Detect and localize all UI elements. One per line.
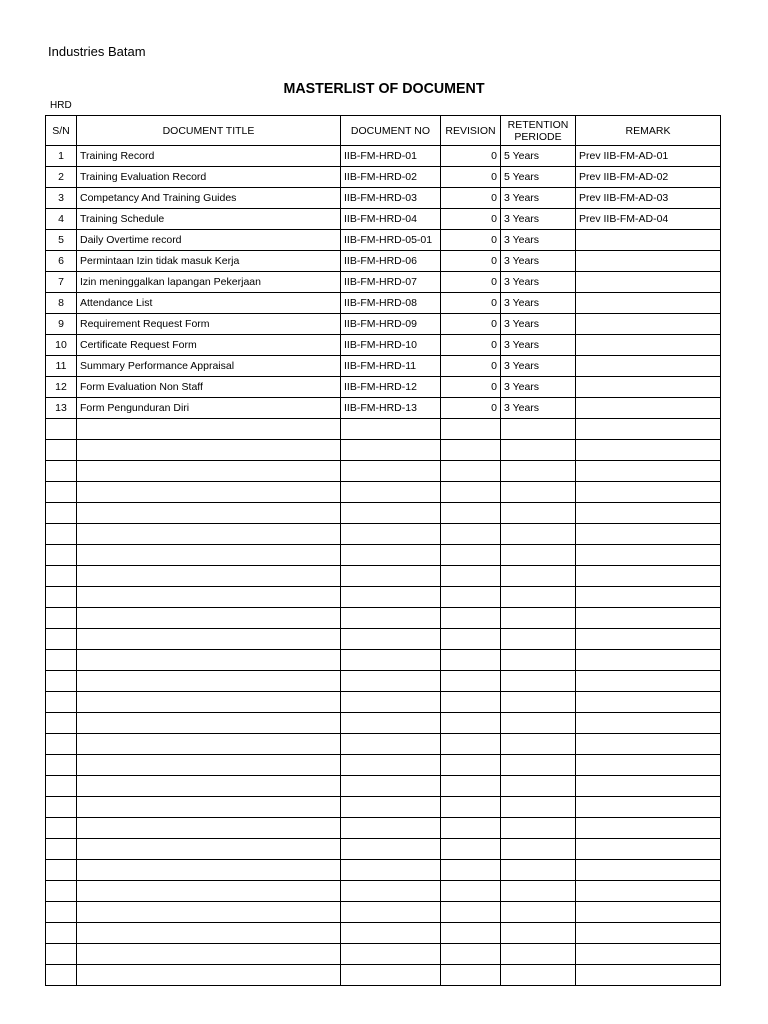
table-row (46, 860, 721, 881)
cell-remark (576, 881, 721, 902)
table-row (46, 839, 721, 860)
cell-document-no (341, 650, 441, 671)
cell-retention-periode (501, 587, 576, 608)
cell-retention-periode: 5 Years (501, 146, 576, 167)
cell-sn: 2 (46, 167, 77, 188)
cell-sn (46, 503, 77, 524)
cell-remark (576, 293, 721, 314)
cell-document-title (77, 755, 341, 776)
cell-revision: 0 (441, 167, 501, 188)
table-body (46, 146, 721, 986)
header-retention-line1: RETENTION (507, 118, 569, 131)
header-sn: S/N (46, 116, 77, 146)
cell-remark (576, 356, 721, 377)
cell-retention-periode (501, 755, 576, 776)
cell-remark (576, 251, 721, 272)
cell-document-title (77, 797, 341, 818)
cell-document-title: Summary Performance Appraisal (77, 356, 341, 377)
cell-sn (46, 524, 77, 545)
cell-document-title: Form Pengunduran Diri (77, 398, 341, 419)
cell-sn (46, 482, 77, 503)
cell-document-title: Competancy And Training Guides (77, 188, 341, 209)
cell-remark (576, 524, 721, 545)
table-row (46, 587, 721, 608)
cell-sn (46, 608, 77, 629)
table-row (46, 692, 721, 713)
cell-document-title (77, 545, 341, 566)
table-row (46, 608, 721, 629)
cell-retention-periode: 3 Years (501, 314, 576, 335)
cell-retention-periode (501, 608, 576, 629)
cell-document-no: IIB-FM-HRD-09 (341, 314, 441, 335)
cell-retention-periode (501, 671, 576, 692)
cell-document-title (77, 482, 341, 503)
cell-sn (46, 545, 77, 566)
cell-document-title (77, 881, 341, 902)
cell-remark (576, 629, 721, 650)
cell-revision (441, 587, 501, 608)
cell-sn: 9 (46, 314, 77, 335)
cell-revision: 0 (441, 188, 501, 209)
cell-document-no: IIB-FM-HRD-02 (341, 167, 441, 188)
cell-remark (576, 608, 721, 629)
cell-sn (46, 461, 77, 482)
cell-retention-periode (501, 692, 576, 713)
cell-document-no (341, 419, 441, 440)
cell-revision (441, 755, 501, 776)
cell-retention-periode (501, 797, 576, 818)
table-row (46, 629, 721, 650)
cell-sn (46, 734, 77, 755)
cell-sn (46, 692, 77, 713)
header-remark: REMARK (576, 116, 721, 146)
cell-revision: 0 (441, 146, 501, 167)
cell-revision: 0 (441, 377, 501, 398)
cell-revision (441, 608, 501, 629)
cell-document-no: IIB-FM-HRD-07 (341, 272, 441, 293)
cell-revision (441, 881, 501, 902)
cell-sn (46, 965, 77, 986)
cell-document-title (77, 440, 341, 461)
cell-sn (46, 881, 77, 902)
cell-sn (46, 818, 77, 839)
cell-remark (576, 902, 721, 923)
document-title: MASTERLIST OF DOCUMENT (283, 80, 485, 97)
cell-document-title: Form Evaluation Non Staff (77, 377, 341, 398)
table-row (46, 923, 721, 944)
cell-document-no: IIB-FM-HRD-10 (341, 335, 441, 356)
cell-document-title: Requirement Request Form (77, 314, 341, 335)
cell-revision (441, 524, 501, 545)
cell-document-no (341, 461, 441, 482)
cell-sn (46, 566, 77, 587)
cell-retention-periode (501, 650, 576, 671)
cell-document-title: Izin meninggalkan lapangan Pekerjaan (77, 272, 341, 293)
cell-remark (576, 230, 721, 251)
cell-retention-periode (501, 713, 576, 734)
table-row (46, 902, 721, 923)
cell-retention-periode (501, 629, 576, 650)
cell-document-title (77, 713, 341, 734)
cell-remark (576, 398, 721, 419)
cell-retention-periode: 3 Years (501, 377, 576, 398)
cell-document-no (341, 818, 441, 839)
cell-retention-periode (501, 818, 576, 839)
cell-retention-periode: 3 Years (501, 230, 576, 251)
cell-document-no (341, 692, 441, 713)
cell-sn: 7 (46, 272, 77, 293)
cell-retention-periode (501, 734, 576, 755)
cell-document-no (341, 944, 441, 965)
cell-document-title (77, 503, 341, 524)
table-row (46, 146, 721, 167)
cell-revision (441, 776, 501, 797)
cell-remark: Prev IIB-FM-AD-01 (576, 146, 721, 167)
table-row (46, 461, 721, 482)
cell-document-no: IIB-FM-HRD-03 (341, 188, 441, 209)
cell-retention-periode: 3 Years (501, 251, 576, 272)
cell-retention-periode (501, 461, 576, 482)
cell-document-title (77, 587, 341, 608)
table-row (46, 356, 721, 377)
cell-document-no (341, 503, 441, 524)
cell-sn (46, 944, 77, 965)
cell-remark: Prev IIB-FM-AD-04 (576, 209, 721, 230)
cell-revision (441, 650, 501, 671)
cell-revision (441, 671, 501, 692)
cell-document-no: IIB-FM-HRD-11 (341, 356, 441, 377)
cell-remark (576, 650, 721, 671)
cell-remark (576, 713, 721, 734)
table-row (46, 797, 721, 818)
cell-remark (576, 818, 721, 839)
cell-retention-periode: 3 Years (501, 209, 576, 230)
cell-document-title (77, 944, 341, 965)
cell-revision (441, 713, 501, 734)
cell-sn (46, 797, 77, 818)
cell-document-title (77, 839, 341, 860)
cell-remark (576, 776, 721, 797)
table-row (46, 335, 721, 356)
cell-retention-periode (501, 776, 576, 797)
cell-document-title (77, 671, 341, 692)
cell-retention-periode (501, 860, 576, 881)
cell-document-no (341, 902, 441, 923)
cell-remark (576, 419, 721, 440)
header-revision: REVISION (441, 116, 501, 146)
cell-document-title: Attendance List (77, 293, 341, 314)
cell-sn: 10 (46, 335, 77, 356)
cell-remark (576, 965, 721, 986)
table-row (46, 230, 721, 251)
cell-sn: 5 (46, 230, 77, 251)
cell-retention-periode: 3 Years (501, 272, 576, 293)
cell-document-no (341, 671, 441, 692)
cell-revision (441, 797, 501, 818)
cell-document-no (341, 755, 441, 776)
cell-sn: 4 (46, 209, 77, 230)
table-row (46, 440, 721, 461)
table-header-row (46, 116, 721, 146)
header-retention-line2: PERIODE (514, 130, 562, 143)
cell-document-title (77, 608, 341, 629)
cell-revision (441, 566, 501, 587)
cell-remark (576, 734, 721, 755)
table-row (46, 545, 721, 566)
cell-document-title: Training Evaluation Record (77, 167, 341, 188)
cell-retention-periode: 3 Years (501, 293, 576, 314)
cell-retention-periode (501, 419, 576, 440)
cell-remark (576, 755, 721, 776)
cell-document-no: IIB-FM-HRD-06 (341, 251, 441, 272)
cell-sn (46, 755, 77, 776)
cell-revision (441, 419, 501, 440)
cell-retention-periode (501, 839, 576, 860)
cell-document-no (341, 608, 441, 629)
cell-document-title (77, 923, 341, 944)
table-row (46, 377, 721, 398)
cell-sn (46, 440, 77, 461)
masterlist-table (45, 115, 721, 986)
cell-document-no: IIB-FM-HRD-13 (341, 398, 441, 419)
company-name: Industries Batam (48, 44, 146, 59)
cell-remark (576, 923, 721, 944)
table-row (46, 398, 721, 419)
cell-document-no (341, 440, 441, 461)
table-row (46, 755, 721, 776)
cell-retention-periode: 3 Years (501, 398, 576, 419)
cell-document-no: IIB-FM-HRD-01 (341, 146, 441, 167)
cell-document-no (341, 713, 441, 734)
table-row (46, 734, 721, 755)
cell-remark (576, 461, 721, 482)
table-row (46, 209, 721, 230)
cell-document-no (341, 734, 441, 755)
cell-remark (576, 944, 721, 965)
cell-revision (441, 923, 501, 944)
cell-document-no (341, 965, 441, 986)
cell-retention-periode (501, 524, 576, 545)
table-row (46, 776, 721, 797)
cell-sn (46, 671, 77, 692)
cell-remark (576, 482, 721, 503)
cell-document-title (77, 461, 341, 482)
cell-document-title: Certificate Request Form (77, 335, 341, 356)
cell-revision: 0 (441, 209, 501, 230)
cell-sn: 12 (46, 377, 77, 398)
cell-revision (441, 944, 501, 965)
header-retention-periode (501, 116, 576, 146)
cell-remark: Prev IIB-FM-AD-03 (576, 188, 721, 209)
cell-retention-periode (501, 902, 576, 923)
cell-document-no (341, 776, 441, 797)
cell-revision (441, 482, 501, 503)
cell-sn (46, 650, 77, 671)
cell-document-title (77, 566, 341, 587)
cell-revision (441, 545, 501, 566)
cell-revision (441, 734, 501, 755)
cell-document-no (341, 587, 441, 608)
table-row (46, 251, 721, 272)
table-row (46, 188, 721, 209)
cell-remark (576, 314, 721, 335)
cell-revision: 0 (441, 356, 501, 377)
cell-document-no (341, 923, 441, 944)
cell-retention-periode: 3 Years (501, 356, 576, 377)
cell-revision (441, 818, 501, 839)
cell-remark: Prev IIB-FM-AD-02 (576, 167, 721, 188)
cell-document-no: IIB-FM-HRD-08 (341, 293, 441, 314)
cell-revision (441, 860, 501, 881)
header-document-no: DOCUMENT NO (341, 116, 441, 146)
cell-retention-periode: 5 Years (501, 167, 576, 188)
cell-document-title: Permintaan Izin tidak masuk Kerja (77, 251, 341, 272)
department-label: HRD (50, 100, 72, 111)
cell-sn (46, 860, 77, 881)
cell-remark (576, 860, 721, 881)
cell-remark (576, 839, 721, 860)
cell-document-title (77, 860, 341, 881)
cell-revision (441, 902, 501, 923)
cell-document-no (341, 482, 441, 503)
cell-retention-periode (501, 566, 576, 587)
cell-remark (576, 797, 721, 818)
cell-revision (441, 461, 501, 482)
cell-sn: 1 (46, 146, 77, 167)
header-document-title: DOCUMENT TITLE (77, 116, 341, 146)
cell-sn (46, 839, 77, 860)
cell-revision: 0 (441, 251, 501, 272)
cell-retention-periode (501, 944, 576, 965)
cell-document-no: IIB-FM-HRD-04 (341, 209, 441, 230)
cell-document-no (341, 839, 441, 860)
cell-remark (576, 272, 721, 293)
cell-document-title: Training Record (77, 146, 341, 167)
table-row (46, 881, 721, 902)
table-row (46, 167, 721, 188)
cell-revision (441, 839, 501, 860)
cell-document-no (341, 566, 441, 587)
cell-revision: 0 (441, 335, 501, 356)
cell-document-title (77, 734, 341, 755)
cell-document-title (77, 419, 341, 440)
cell-document-no (341, 797, 441, 818)
cell-sn (46, 587, 77, 608)
cell-remark (576, 671, 721, 692)
table-row (46, 650, 721, 671)
cell-document-title (77, 650, 341, 671)
table-row (46, 293, 721, 314)
cell-sn (46, 923, 77, 944)
cell-remark (576, 692, 721, 713)
cell-document-title (77, 524, 341, 545)
cell-sn (46, 629, 77, 650)
cell-document-no: IIB-FM-HRD-12 (341, 377, 441, 398)
cell-revision (441, 440, 501, 461)
cell-remark (576, 545, 721, 566)
table-row (46, 671, 721, 692)
cell-document-no (341, 545, 441, 566)
table-row (46, 314, 721, 335)
cell-document-title (77, 902, 341, 923)
cell-sn (46, 713, 77, 734)
cell-remark (576, 587, 721, 608)
cell-document-no (341, 881, 441, 902)
cell-revision: 0 (441, 293, 501, 314)
cell-revision (441, 692, 501, 713)
cell-sn (46, 776, 77, 797)
cell-document-title: Daily Overtime record (77, 230, 341, 251)
cell-sn: 6 (46, 251, 77, 272)
cell-document-no: IIB-FM-HRD-05-01 (341, 230, 441, 251)
cell-retention-periode (501, 965, 576, 986)
cell-retention-periode (501, 503, 576, 524)
table-row (46, 482, 721, 503)
table-row (46, 419, 721, 440)
cell-sn (46, 902, 77, 923)
table-row (46, 944, 721, 965)
cell-document-title (77, 818, 341, 839)
table-row (46, 818, 721, 839)
cell-revision (441, 965, 501, 986)
cell-sn: 8 (46, 293, 77, 314)
cell-document-title (77, 692, 341, 713)
cell-remark (576, 335, 721, 356)
cell-remark (576, 377, 721, 398)
cell-remark (576, 503, 721, 524)
cell-retention-periode (501, 545, 576, 566)
table-row (46, 713, 721, 734)
cell-revision (441, 503, 501, 524)
table-row (46, 503, 721, 524)
cell-retention-periode (501, 440, 576, 461)
table-row (46, 524, 721, 545)
cell-retention-periode (501, 881, 576, 902)
cell-sn (46, 419, 77, 440)
table-row (46, 566, 721, 587)
cell-document-title (77, 776, 341, 797)
cell-remark (576, 566, 721, 587)
cell-revision: 0 (441, 398, 501, 419)
cell-retention-periode (501, 923, 576, 944)
cell-retention-periode (501, 482, 576, 503)
cell-revision: 0 (441, 272, 501, 293)
cell-revision: 0 (441, 314, 501, 335)
cell-retention-periode: 3 Years (501, 335, 576, 356)
cell-retention-periode: 3 Years (501, 188, 576, 209)
cell-revision (441, 629, 501, 650)
cell-document-title (77, 965, 341, 986)
cell-document-no (341, 629, 441, 650)
cell-document-title (77, 629, 341, 650)
cell-sn: 11 (46, 356, 77, 377)
table-row (46, 965, 721, 986)
cell-sn: 13 (46, 398, 77, 419)
cell-document-no (341, 524, 441, 545)
cell-remark (576, 440, 721, 461)
table-row (46, 272, 721, 293)
cell-document-no (341, 860, 441, 881)
cell-document-title: Training Schedule (77, 209, 341, 230)
cell-revision: 0 (441, 230, 501, 251)
cell-sn: 3 (46, 188, 77, 209)
